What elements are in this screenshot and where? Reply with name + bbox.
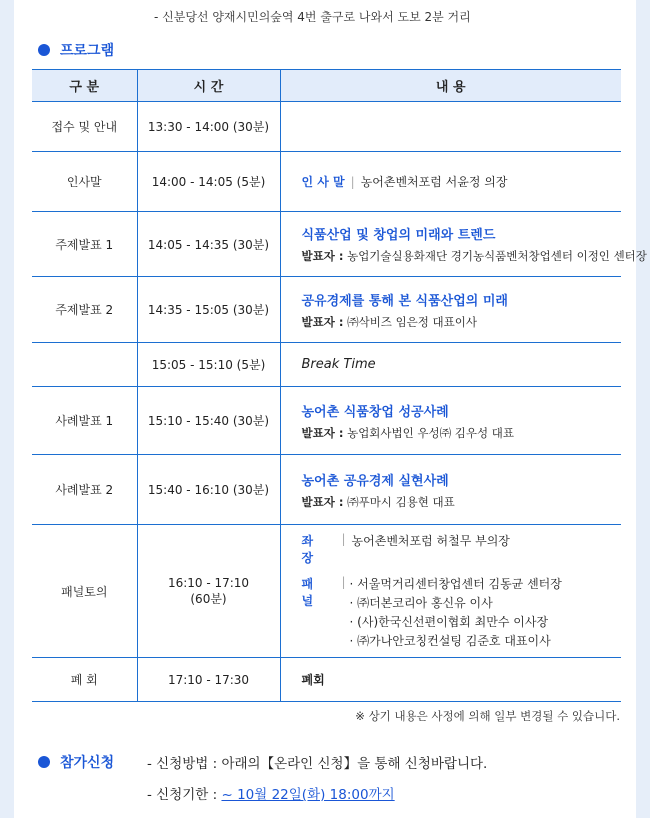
table-row <box>32 212 621 277</box>
row-category: 인사말 <box>32 152 137 212</box>
row-time: 15:10 - 15:40 (30분) <box>137 387 280 455</box>
deadline-link[interactable]: ~ 10월 22일(화) 18:00까지 <box>221 787 395 803</box>
panel-label: 패 널 <box>301 576 320 608</box>
row-time: 14:05 - 14:35 (30분) <box>137 212 280 277</box>
row-category: 폐 회 <box>32 658 137 702</box>
table-row <box>32 658 621 702</box>
row-category <box>32 343 137 387</box>
row-time: 15:05 - 15:10 (5분) <box>137 343 280 387</box>
chair-line <box>302 532 622 566</box>
chair-label: 좌 장 <box>301 533 320 565</box>
table-header-row <box>32 70 621 102</box>
separator: | <box>350 175 355 189</box>
talk-title: 공유경제를 통해 본 식품산업의 미래 <box>301 293 508 309</box>
row-category: 주제발표 2 <box>32 277 137 343</box>
content-sheet <box>14 0 647 818</box>
row-time: 15:40 - 16:10 (30분) <box>137 455 280 525</box>
row-time <box>137 525 280 658</box>
row-content <box>280 343 621 387</box>
talk-presenter: 발표자 : ㈜푸마시 김용현 대표 <box>301 494 455 509</box>
talk-presenter: 발표자 : 농업기술실용화재단 경기농식품벤처창업센터 이정인 센터장 <box>301 249 647 263</box>
greeting-speaker: 농어촌벤처포럼 서윤정 의장 <box>360 175 508 189</box>
table-row <box>32 102 621 152</box>
row-category: 사례발표 1 <box>32 387 137 455</box>
row-time: 14:00 - 14:05 (5분) <box>137 152 280 212</box>
row-content <box>280 277 621 343</box>
row-category: 사례발표 2 <box>32 455 137 525</box>
program-title: 프로그램 <box>60 43 115 59</box>
list-item: · ㈜더본코리아 홍신유 이사 <box>349 595 493 610</box>
panelist-list <box>350 575 562 651</box>
greeting-label: 인 사 말 <box>301 175 345 189</box>
row-category: 접수 및 안내 <box>32 102 137 152</box>
talk-presenter: 발표자 : ㈜삭비즈 임은정 대표이사 <box>301 314 477 329</box>
header-content: 내 용 <box>280 70 621 102</box>
row-category: 주제발표 1 <box>32 212 137 277</box>
row-content <box>280 658 621 702</box>
header-time: 시 간 <box>137 70 280 102</box>
table-row <box>32 525 621 658</box>
talk-title: 농어촌 공유경제 실현사례 <box>301 473 449 489</box>
change-notice: ※ 상기 내용은 사정에 의해 일부 변경될 수 있습니다. <box>355 709 620 723</box>
list-item: · ㈜가나안코칭컨설팅 김준호 대표이사 <box>349 633 551 648</box>
row-category: 패널토의 <box>32 525 137 658</box>
apply-method: - 신청방법 : 아래의【온라인 신청】을 통해 신청바랍니다. <box>147 756 488 772</box>
row-content <box>280 387 621 455</box>
table-row <box>32 343 621 387</box>
separator: | <box>341 531 346 546</box>
list-item: · (사)한국신선편이협회 최만수 이사장 <box>349 614 549 629</box>
row-time: 17:10 - 17:30 <box>137 658 280 702</box>
header-category: 구 분 <box>32 70 137 102</box>
apply-section-header <box>38 752 114 772</box>
panel-duration: (60분) <box>190 591 227 606</box>
deadline-label: - 신청기한 : <box>147 787 222 803</box>
row-content <box>280 525 621 658</box>
program-table <box>32 69 647 702</box>
bullet-dot-icon <box>38 44 50 56</box>
row-content <box>280 102 621 152</box>
program-section-header <box>38 40 114 60</box>
location-note: - 신분당선 양재시민의숲역 4번 출구로 나와서 도보 2분 거리 <box>154 10 471 24</box>
row-content <box>280 455 621 525</box>
row-time: 14:35 - 15:05 (30분) <box>137 277 280 343</box>
row-content <box>280 152 621 212</box>
table-row <box>32 387 621 455</box>
row-content <box>280 212 647 277</box>
table-row <box>32 152 621 212</box>
panel-time: 16:10 - 17:10 <box>167 575 250 590</box>
apply-info <box>147 752 487 814</box>
talk-title: 식품산업 및 창업의 미래와 트렌드 <box>301 228 496 243</box>
chair-name: 농어촌벤처포럼 허철무 부의장 <box>351 533 510 548</box>
panel-line <box>302 575 622 651</box>
bullet-dot-icon <box>38 756 50 768</box>
break-label: Break Time <box>301 357 376 372</box>
table-row <box>32 455 621 525</box>
table-row <box>32 277 621 343</box>
talk-presenter: 발표자 : 농업회사법인 우성㈜ 김우성 대표 <box>301 425 514 440</box>
apply-deadline-line <box>147 783 487 803</box>
closing-label: 폐회 <box>301 673 325 687</box>
talk-title: 농어촌 식품창업 성공사례 <box>301 404 449 420</box>
list-item: · 서울먹거리센터창업센터 김동균 센터장 <box>349 576 562 591</box>
row-time: 13:30 - 14:00 (30분) <box>137 102 280 152</box>
apply-title: 참가신청 <box>60 755 115 771</box>
separator: | <box>341 574 346 589</box>
